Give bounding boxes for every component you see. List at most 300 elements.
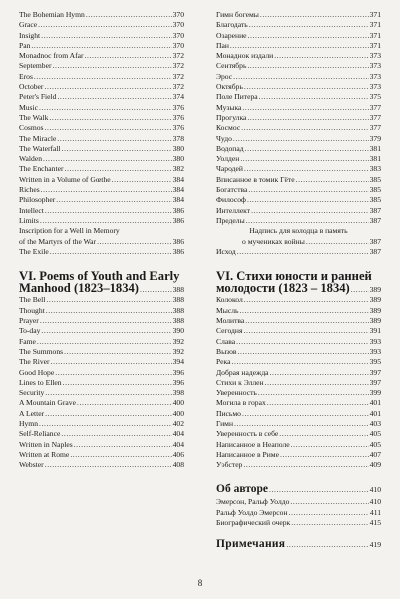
- leader-dots: [260, 10, 369, 20]
- toc-entry-page: 403: [369, 418, 381, 428]
- leader-dots: [63, 378, 172, 388]
- leader-dots: [296, 175, 369, 185]
- toc-entry[interactable]: [216, 409, 381, 419]
- toc-entry[interactable]: [19, 316, 184, 326]
- leader-dots: [239, 306, 368, 316]
- inscription-title-line1: Inscription for a Well in Memory: [19, 226, 120, 236]
- leader-dots: [44, 123, 171, 133]
- toc-entry[interactable]: [216, 378, 381, 388]
- toc-entry-page: 395: [369, 357, 381, 367]
- toc-entry-page: 410: [369, 497, 381, 507]
- toc-entry[interactable]: [19, 113, 184, 123]
- spacer: [216, 470, 381, 482]
- toc-entry[interactable]: [216, 10, 381, 20]
- leader-dots: [50, 247, 172, 257]
- section-heading-line2: Manhood (1823–1834): [19, 281, 139, 296]
- leader-dots: [40, 216, 172, 226]
- toc-entry-page: 387: [369, 205, 381, 215]
- leader-dots: [351, 285, 369, 295]
- leader-dots: [249, 20, 369, 30]
- leader-dots: [259, 92, 369, 102]
- toc-entry-page: 396: [172, 377, 184, 387]
- toc-entry-page: 398: [172, 388, 184, 398]
- toc-entry-page: 370: [172, 30, 184, 40]
- toc-entry-page: 371: [369, 40, 381, 50]
- about-author-page: 410: [369, 485, 381, 495]
- toc-entry-title: Grace: [19, 20, 38, 30]
- toc-entry[interactable]: [19, 460, 184, 470]
- toc-entry[interactable]: [216, 440, 381, 450]
- toc-entry-title: Thought: [19, 305, 45, 315]
- leader-dots: [243, 460, 368, 470]
- toc-entry-page: 388: [172, 316, 184, 326]
- toc-entry[interactable]: [19, 10, 184, 20]
- toc-entry-title: Философ: [216, 195, 246, 205]
- toc-entry-page: 371: [369, 10, 381, 19]
- toc-entry[interactable]: [216, 388, 381, 398]
- toc-entry-page: 406: [172, 449, 184, 459]
- toc-entry[interactable]: [216, 450, 381, 460]
- toc-entry-title: Эрос: [216, 71, 233, 81]
- toc-entry[interactable]: [19, 357, 184, 367]
- leader-dots: [41, 31, 172, 41]
- leader-dots: [247, 195, 369, 205]
- toc-entry-title: Чудо: [216, 133, 232, 143]
- toc-entry-title: Водопад: [216, 143, 244, 153]
- toc-entry[interactable]: [19, 419, 184, 429]
- toc-entry[interactable]: [216, 92, 381, 102]
- toc-entry-page: 404: [172, 439, 184, 449]
- leader-dots: [55, 368, 171, 378]
- toc-entry-page: 385: [369, 185, 381, 195]
- toc-entry-page: 372: [172, 61, 184, 71]
- toc-entry-title: Ральф Уолдо Эмерсон: [216, 507, 288, 517]
- toc-entry-page: 389: [369, 295, 381, 305]
- leader-dots: [246, 216, 369, 226]
- toc-entry[interactable]: [216, 337, 381, 347]
- inscription-entry[interactable]: [216, 237, 381, 247]
- toc-entry-page: 370: [172, 20, 184, 30]
- toc-entry[interactable]: [19, 409, 184, 419]
- toc-entry-page: 409: [369, 460, 381, 470]
- leader-dots: [31, 41, 171, 51]
- leader-dots: [244, 164, 369, 174]
- toc-entry[interactable]: [216, 195, 381, 205]
- leader-dots: [57, 134, 171, 144]
- toc-entry-title: The Exile: [19, 246, 49, 256]
- toc-entry-page: 384: [172, 195, 184, 205]
- toc-entry[interactable]: [19, 195, 184, 205]
- toc-entry-page: 372: [172, 51, 184, 61]
- toc-entry-title: Вызов: [216, 346, 237, 356]
- toc-entry-page: 377: [369, 123, 381, 133]
- toc-entry-page: 400: [172, 408, 184, 418]
- leader-dots: [240, 154, 368, 164]
- toc-entry[interactable]: [216, 357, 381, 367]
- toc-entry-title: Написанное в Риме: [216, 449, 279, 459]
- toc-entry-title: September: [19, 61, 52, 71]
- toc-entry-title: The Bell: [19, 295, 46, 305]
- toc-entry[interactable]: [216, 113, 381, 123]
- toc-entry-page: 379: [369, 133, 381, 143]
- toc-entry[interactable]: [19, 347, 184, 357]
- leader-dots: [291, 518, 368, 528]
- leader-dots: [97, 237, 172, 247]
- toc-entry[interactable]: [216, 185, 381, 195]
- toc-entry-title: Озарение: [216, 30, 247, 40]
- leader-dots: [85, 51, 172, 61]
- toc-entry-page: 376: [172, 112, 184, 122]
- toc-entry-page: 385: [369, 174, 381, 184]
- leader-dots: [234, 419, 369, 429]
- toc-entry-title: Гимн богемы: [216, 10, 259, 19]
- inscription-title-line1: Надпись для колодца в память: [249, 226, 348, 236]
- toc-entry[interactable]: [19, 134, 184, 144]
- toc-entry[interactable]: [216, 460, 381, 470]
- toc-entry-page: 381: [369, 143, 381, 153]
- toc-entry-title: Добрая надежда: [216, 367, 269, 377]
- toc-entry[interactable]: [19, 368, 184, 378]
- leader-dots: [274, 51, 368, 61]
- toc-entry-page: 405: [369, 429, 381, 439]
- leader-dots: [34, 72, 172, 82]
- toc-entry-page: 390: [172, 326, 184, 336]
- toc-entry-title: Hymn: [19, 418, 38, 428]
- toc-entry[interactable]: [19, 388, 184, 398]
- toc-entry-title: Philosopher: [19, 195, 56, 205]
- leader-dots: [41, 185, 172, 195]
- spacer: [216, 257, 381, 269]
- toc-entry-title: Сентябрь: [216, 61, 247, 71]
- toc-entry-page: 388: [172, 295, 184, 305]
- toc-entry-page: 392: [172, 336, 184, 346]
- leader-dots: [233, 134, 369, 144]
- leader-dots: [70, 450, 171, 460]
- english-entries-after: [19, 247, 184, 257]
- leader-dots: [279, 429, 368, 439]
- toc-entry-title: The River: [19, 357, 50, 367]
- toc-entry-page: 401: [369, 398, 381, 408]
- toc-entry[interactable]: [216, 206, 381, 216]
- toc-entry-title: Монаднок издали: [216, 51, 274, 61]
- toc-entry[interactable]: [216, 51, 381, 61]
- toc-entry-title: The Waterfall: [19, 143, 61, 153]
- toc-entry[interactable]: [216, 429, 381, 439]
- toc-entry[interactable]: [19, 154, 184, 164]
- toc-entry[interactable]: [19, 51, 184, 61]
- leader-dots: [62, 144, 172, 154]
- russian-entries-after: [216, 247, 381, 257]
- toc-entry[interactable]: [19, 440, 184, 450]
- inscription-page: 386: [172, 236, 184, 246]
- toc-entry[interactable]: [216, 175, 381, 185]
- toc-entry-title: Written in Naples: [19, 439, 73, 449]
- toc-entry[interactable]: [19, 398, 184, 408]
- toc-entry-title: Пределы: [216, 215, 245, 225]
- toc-entry-page: 401: [369, 408, 381, 418]
- toc-entry-title: To-day: [19, 326, 41, 336]
- section-heading-line2: молодости (1823 – 1834): [216, 281, 350, 296]
- leader-dots: [236, 337, 369, 347]
- toc-entry-title: Riches: [19, 185, 40, 195]
- toc-entry[interactable]: [19, 450, 184, 460]
- toc-entry[interactable]: [216, 368, 381, 378]
- leader-dots: [45, 460, 172, 470]
- leader-dots: [238, 347, 369, 357]
- toc-entry-title: A Letter: [19, 408, 45, 418]
- toc-entry-title: Написанное в Неаполе: [216, 439, 290, 449]
- toc-entry[interactable]: [19, 82, 184, 92]
- notes-entry[interactable]: [216, 537, 381, 552]
- leader-dots: [251, 206, 369, 216]
- toc-entry[interactable]: [19, 337, 184, 347]
- leader-dots: [46, 295, 171, 305]
- leader-dots: [45, 388, 171, 398]
- toc-entry-title: Eros: [19, 71, 33, 81]
- toc-entry-title: Cosmos: [19, 123, 44, 133]
- toc-entry-title: Могила в горах: [216, 398, 266, 408]
- toc-entry-page: 373: [369, 51, 381, 61]
- toc-entry[interactable]: [216, 306, 381, 316]
- leader-dots: [248, 185, 368, 195]
- toc-entry[interactable]: [216, 41, 381, 51]
- toc-entry[interactable]: [216, 398, 381, 408]
- toc-entry-title: Чародей: [216, 164, 243, 174]
- toc-entry[interactable]: [19, 326, 184, 336]
- toc-entry-title: Уолден: [216, 154, 240, 164]
- toc-entry-page: 373: [369, 82, 381, 92]
- toc-entry-page: 400: [172, 398, 184, 408]
- toc-entry[interactable]: [216, 123, 381, 133]
- toc-entry[interactable]: [19, 295, 184, 305]
- toc-entry[interactable]: [216, 61, 381, 71]
- toc-entry-title: Уверенность: [216, 388, 257, 398]
- leader-dots: [258, 388, 369, 398]
- leader-dots: [52, 61, 171, 71]
- toc-entry-title: Поле Питера: [216, 92, 258, 102]
- toc-entry[interactable]: [19, 185, 184, 195]
- leader-dots: [233, 72, 368, 82]
- toc-entry[interactable]: [216, 247, 381, 257]
- section-heading-line1: VI. Стихи юности и ранней: [216, 269, 372, 284]
- toc-entry[interactable]: [216, 144, 381, 154]
- toc-entry-page: 384: [172, 185, 184, 195]
- toc-entry[interactable]: [216, 72, 381, 82]
- toc-entry-page: 386: [172, 215, 184, 225]
- toc-entry[interactable]: [216, 316, 381, 326]
- toc-entry-page: 397: [369, 377, 381, 387]
- leader-dots: [270, 368, 369, 378]
- toc-entry-title: Monadnoc from Afar: [19, 51, 84, 61]
- toc-entry[interactable]: [216, 508, 381, 518]
- russian-entries-section: [216, 295, 381, 470]
- toc-entry[interactable]: [19, 429, 184, 439]
- toc-entry-title: The Summons: [19, 346, 64, 356]
- toc-entry[interactable]: [216, 103, 381, 113]
- toc-entry-page: 377: [369, 112, 381, 122]
- leader-dots: [230, 41, 369, 51]
- leader-dots: [237, 247, 369, 257]
- english-entries-section: [19, 295, 184, 470]
- toc-entry[interactable]: [216, 31, 381, 41]
- spacer: [216, 528, 381, 537]
- toc-entry-title: Интеллект: [216, 205, 251, 215]
- toc-entry-page: 375: [369, 92, 381, 102]
- toc-entry-title: Peter's Field: [19, 92, 57, 102]
- toc-entry-page: 389: [369, 305, 381, 315]
- leader-dots: [265, 378, 369, 388]
- toc-entry[interactable]: [216, 134, 381, 144]
- leader-dots: [306, 237, 369, 247]
- leader-dots: [64, 164, 171, 174]
- toc-entry-page: 399: [369, 388, 381, 398]
- toc-entry[interactable]: [216, 326, 381, 336]
- leader-dots: [49, 113, 171, 123]
- toc-entry-title: The Miracle: [19, 133, 57, 143]
- leader-dots: [247, 113, 368, 123]
- toc-entry[interactable]: [19, 20, 184, 30]
- russian-entries-top: [216, 10, 381, 226]
- toc-entry-page: 415: [369, 518, 381, 528]
- toc-entry-title: Webster: [19, 460, 44, 470]
- toc-entry-title: Слава: [216, 336, 236, 346]
- toc-entry-title: A Mountain Grave: [19, 398, 76, 408]
- toc-entry-page: 376: [172, 123, 184, 133]
- toc-entry[interactable]: [216, 216, 381, 226]
- toc-entry[interactable]: [216, 82, 381, 92]
- toc-entry-title: Music: [19, 102, 38, 112]
- toc-entry[interactable]: [19, 123, 184, 133]
- toc-entry-title: Колокол: [216, 295, 243, 305]
- toc-entry[interactable]: [216, 419, 381, 429]
- toc-entry-page: 386: [172, 205, 184, 215]
- toc-entry-page: 372: [172, 82, 184, 92]
- leader-dots: [77, 398, 172, 408]
- toc-entry-title: Limits: [19, 215, 39, 225]
- toc-entry[interactable]: [19, 175, 184, 185]
- toc-entry[interactable]: [216, 154, 381, 164]
- toc-entry[interactable]: [19, 164, 184, 174]
- toc-entry-title: Сегодня: [216, 326, 243, 336]
- leader-dots: [41, 326, 171, 336]
- toc-entry[interactable]: [19, 206, 184, 216]
- toc-entry[interactable]: [216, 20, 381, 30]
- leader-dots: [45, 206, 172, 216]
- toc-entry[interactable]: [19, 144, 184, 154]
- toc-entry-page: 407: [369, 449, 381, 459]
- toc-entry-title: Благодать: [216, 20, 248, 30]
- toc-entry-title: Музыка: [216, 102, 242, 112]
- leader-dots: [43, 154, 172, 164]
- leader-dots: [57, 92, 171, 102]
- toc-entry[interactable]: [19, 103, 184, 113]
- leader-dots: [248, 31, 369, 41]
- leader-dots: [280, 450, 369, 460]
- leader-dots: [244, 295, 369, 305]
- toc-entry-page: 371: [369, 20, 381, 30]
- toc-entry[interactable]: [216, 295, 381, 305]
- toc-entry-title: Гимн: [216, 418, 234, 428]
- toc-entry[interactable]: [19, 61, 184, 71]
- leader-dots: [247, 61, 368, 71]
- toc-entry[interactable]: [216, 347, 381, 357]
- toc-entry-page: 393: [369, 346, 381, 356]
- toc-entry-title: Река: [216, 357, 231, 367]
- toc-entry-page: 377: [369, 102, 381, 112]
- toc-entry-title: Written at Rome: [19, 449, 70, 459]
- toc-entry-title: Written in a Volume of Gœthe: [19, 174, 111, 184]
- leader-dots: [140, 285, 172, 295]
- toc-entry[interactable]: [19, 378, 184, 388]
- toc-entry[interactable]: [19, 216, 184, 226]
- toc-entry-title: Стихи к Эллен: [216, 377, 264, 387]
- toc-entry-title: Биографический очерк: [216, 518, 291, 528]
- toc-entry[interactable]: [19, 247, 184, 257]
- notes-heading: Примечания: [216, 538, 286, 551]
- toc-entry-page: 411: [369, 507, 381, 517]
- toc-entry-title: Вписанное в томик Гёте: [216, 174, 295, 184]
- toc-entry-title: Исход: [216, 246, 236, 256]
- toc-entry-page: 387: [369, 215, 381, 225]
- toc-entry-page: 397: [369, 367, 381, 377]
- leader-dots: [64, 347, 172, 357]
- toc-entry-title: Self-Reliance: [19, 429, 61, 439]
- toc-entry[interactable]: [19, 306, 184, 316]
- about-entries: [216, 497, 381, 528]
- toc-entry[interactable]: [216, 497, 381, 507]
- section-heading-entry[interactable]: [216, 283, 381, 295]
- leader-dots: [245, 144, 369, 154]
- section-heading-entry[interactable]: [19, 283, 184, 295]
- toc-entry-title: Богатства: [216, 185, 248, 195]
- section-page: 389: [369, 285, 381, 295]
- section-page: 388: [172, 285, 184, 295]
- leader-dots: [112, 175, 172, 185]
- inscription-entry[interactable]: [19, 237, 184, 247]
- notes-page: 419: [369, 540, 381, 550]
- toc-entry-page: 384: [172, 174, 184, 184]
- toc-entry-page: 392: [172, 346, 184, 356]
- leader-dots: [46, 306, 172, 316]
- leader-dots: [244, 82, 369, 92]
- toc-entry-page: 372: [172, 71, 184, 81]
- leader-dots: [39, 419, 172, 429]
- toc-entry-title: Lines to Ellen: [19, 377, 62, 387]
- leader-dots: [243, 326, 368, 336]
- toc-entry[interactable]: [19, 41, 184, 51]
- leader-dots: [39, 103, 172, 113]
- russian-column: [216, 10, 381, 552]
- toc-entry[interactable]: [216, 518, 381, 528]
- toc-entry-page: 387: [369, 246, 381, 256]
- toc-entry[interactable]: [19, 92, 184, 102]
- toc-entry-title: Октябрь: [216, 82, 243, 92]
- spacer: [19, 257, 184, 269]
- toc-entry-page: 373: [369, 61, 381, 71]
- about-author-entry[interactable]: [216, 482, 381, 497]
- toc-entry-page: 374: [172, 92, 184, 102]
- toc-entry[interactable]: [19, 72, 184, 82]
- toc-entry-title: Уэбстер: [216, 460, 243, 470]
- toc-entry-title: Security: [19, 388, 45, 398]
- toc-entry[interactable]: [216, 164, 381, 174]
- toc-entry-page: 393: [369, 336, 381, 346]
- leader-dots: [45, 409, 172, 419]
- toc-entry[interactable]: [19, 31, 184, 41]
- leader-dots: [242, 409, 369, 419]
- leader-dots: [61, 429, 171, 439]
- leader-dots: [290, 497, 368, 507]
